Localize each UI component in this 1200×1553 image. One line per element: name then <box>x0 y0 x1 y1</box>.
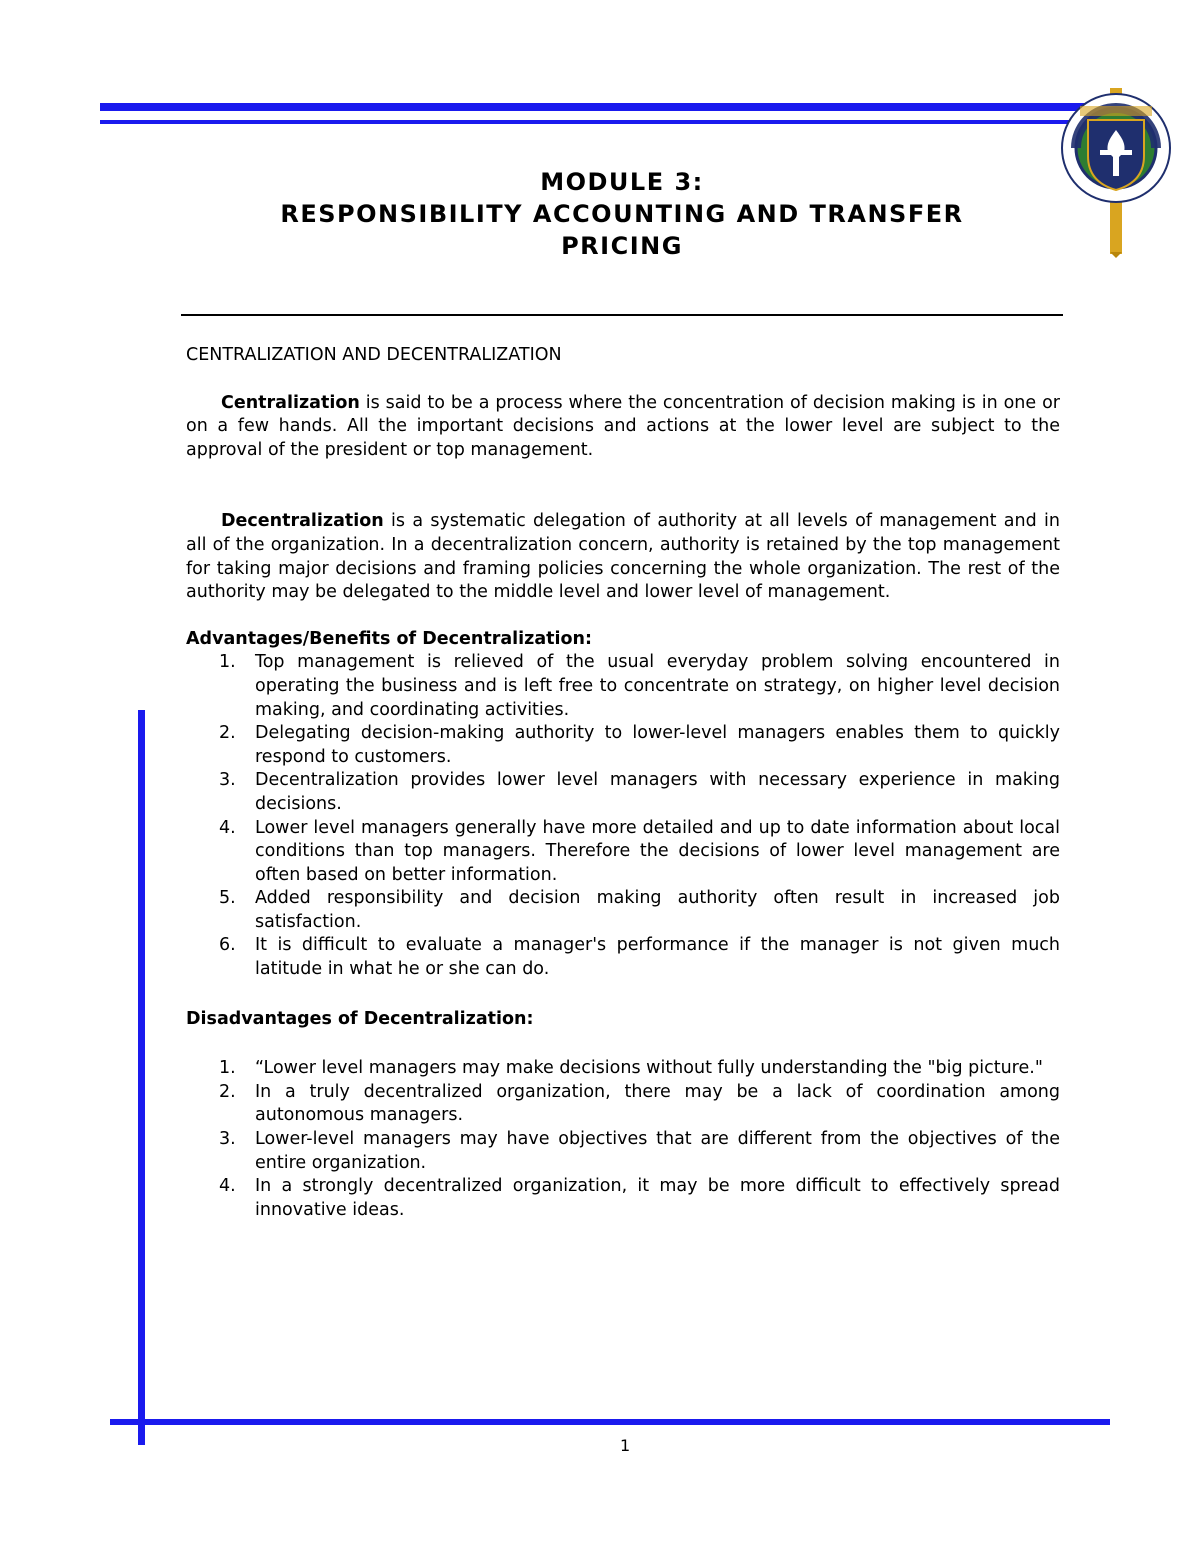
list-item-text: “Lower level managers may make decisions without fully understanding the "big picture." <box>255 1058 1043 1079</box>
centralization-text: is said to be a process where the concentration of decision making is in one or on a few hands. All the important decisions and actions at the lower level are subject to the approval of the president or top management. <box>186 392 1060 460</box>
list-item-text: In a truly decentralized organization, there may be a lack of coordination among autonomous managers. <box>255 1081 1060 1126</box>
decentralization-term: Decentralization <box>221 511 384 532</box>
disadvantages-heading: Disadvantages of Decentralization: <box>186 1008 534 1029</box>
left-vertical-bar <box>138 710 145 1445</box>
advantages-list <box>186 651 1060 981</box>
list-item-text: Decentralization provides lower level managers with necessary experience in making decisions. <box>255 770 1060 814</box>
list-item-number: 2. <box>219 723 236 744</box>
seal-sword-tip <box>1110 252 1122 258</box>
page-number: 1 <box>620 1436 631 1455</box>
header-top-bar <box>100 103 1090 111</box>
list-item-number: 1. <box>219 1058 236 1079</box>
list-item <box>186 817 1060 888</box>
list-item <box>186 722 1060 769</box>
title-line-3: PRICING <box>561 232 683 260</box>
list-item <box>186 934 1060 981</box>
title-line-2: RESPONSIBILITY ACCOUNTING AND TRANSFER <box>280 200 964 228</box>
list-item-number: 5. <box>219 888 236 909</box>
document-body <box>186 344 1060 1222</box>
section-heading: CENTRALIZATION AND DECENTRALIZATION <box>186 345 562 365</box>
list-item <box>186 1175 1060 1222</box>
title-divider <box>181 314 1063 316</box>
centralization-paragraph <box>186 392 1060 463</box>
list-item-text: Top management is relieved of the usual everyday problem solving encountered in operating the business and is left free to concentrate on strategy, on higher level decision making, and coordinating activities. <box>255 652 1060 720</box>
list-item-number: 4. <box>219 817 236 838</box>
list-item-number: 1. <box>219 652 236 673</box>
title-line-1: MODULE 3: <box>540 168 704 196</box>
list-item-number: 3. <box>219 770 236 791</box>
list-item-text: Delegating decision-making authority to lower-level managers enables them to quickly respond to customers. <box>255 723 1060 767</box>
centralization-term: Centralization <box>221 392 360 413</box>
list-item <box>186 887 1060 934</box>
list-item-number: 3. <box>219 1129 236 1150</box>
list-item-text: Lower-level managers may have objectives that are different from the objectives of the entire organization. <box>255 1129 1060 1173</box>
disadvantages-list <box>186 1057 1060 1222</box>
list-item-number: 6. <box>219 935 236 956</box>
decentralization-paragraph <box>186 510 1060 604</box>
list-item-text: Added responsibility and decision making authority often result in increased job satisfaction. <box>255 888 1060 932</box>
list-item <box>186 1081 1060 1128</box>
list-item <box>186 1128 1060 1175</box>
list-item <box>186 769 1060 816</box>
list-item-text: Lower level managers generally have more detailed and up to date information about local conditions than top managers. Therefore the decisions of lower level management are often based on better information. <box>255 817 1060 885</box>
decentralization-text: is a systematic delegation of authority at all levels of management and in all of the organization. In a decentralization concern, authority is retained by the top management for taking major decisions and framing policies concerning the whole organization. The rest of the authority may be delegated to the middle level and lower level of management. <box>186 511 1060 603</box>
footer-bar <box>110 1419 1110 1425</box>
list-item-text: In a strongly decentralized organization, it may be more difficult to effectively spread innovative ideas. <box>255 1176 1060 1220</box>
list-item-number: 2. <box>219 1081 236 1102</box>
list-item-text: It is difficult to evaluate a manager's performance if the manager is not given much latitude in what he or she can do. <box>255 935 1060 980</box>
list-item <box>186 1057 1060 1081</box>
header-second-bar <box>100 120 1090 124</box>
university-seal-logo <box>1060 86 1172 258</box>
module-title <box>180 166 1064 262</box>
list-item <box>186 651 1060 722</box>
list-item-number: 4. <box>219 1176 236 1197</box>
advantages-heading: Advantages/Benefits of Decentralization: <box>186 628 592 649</box>
